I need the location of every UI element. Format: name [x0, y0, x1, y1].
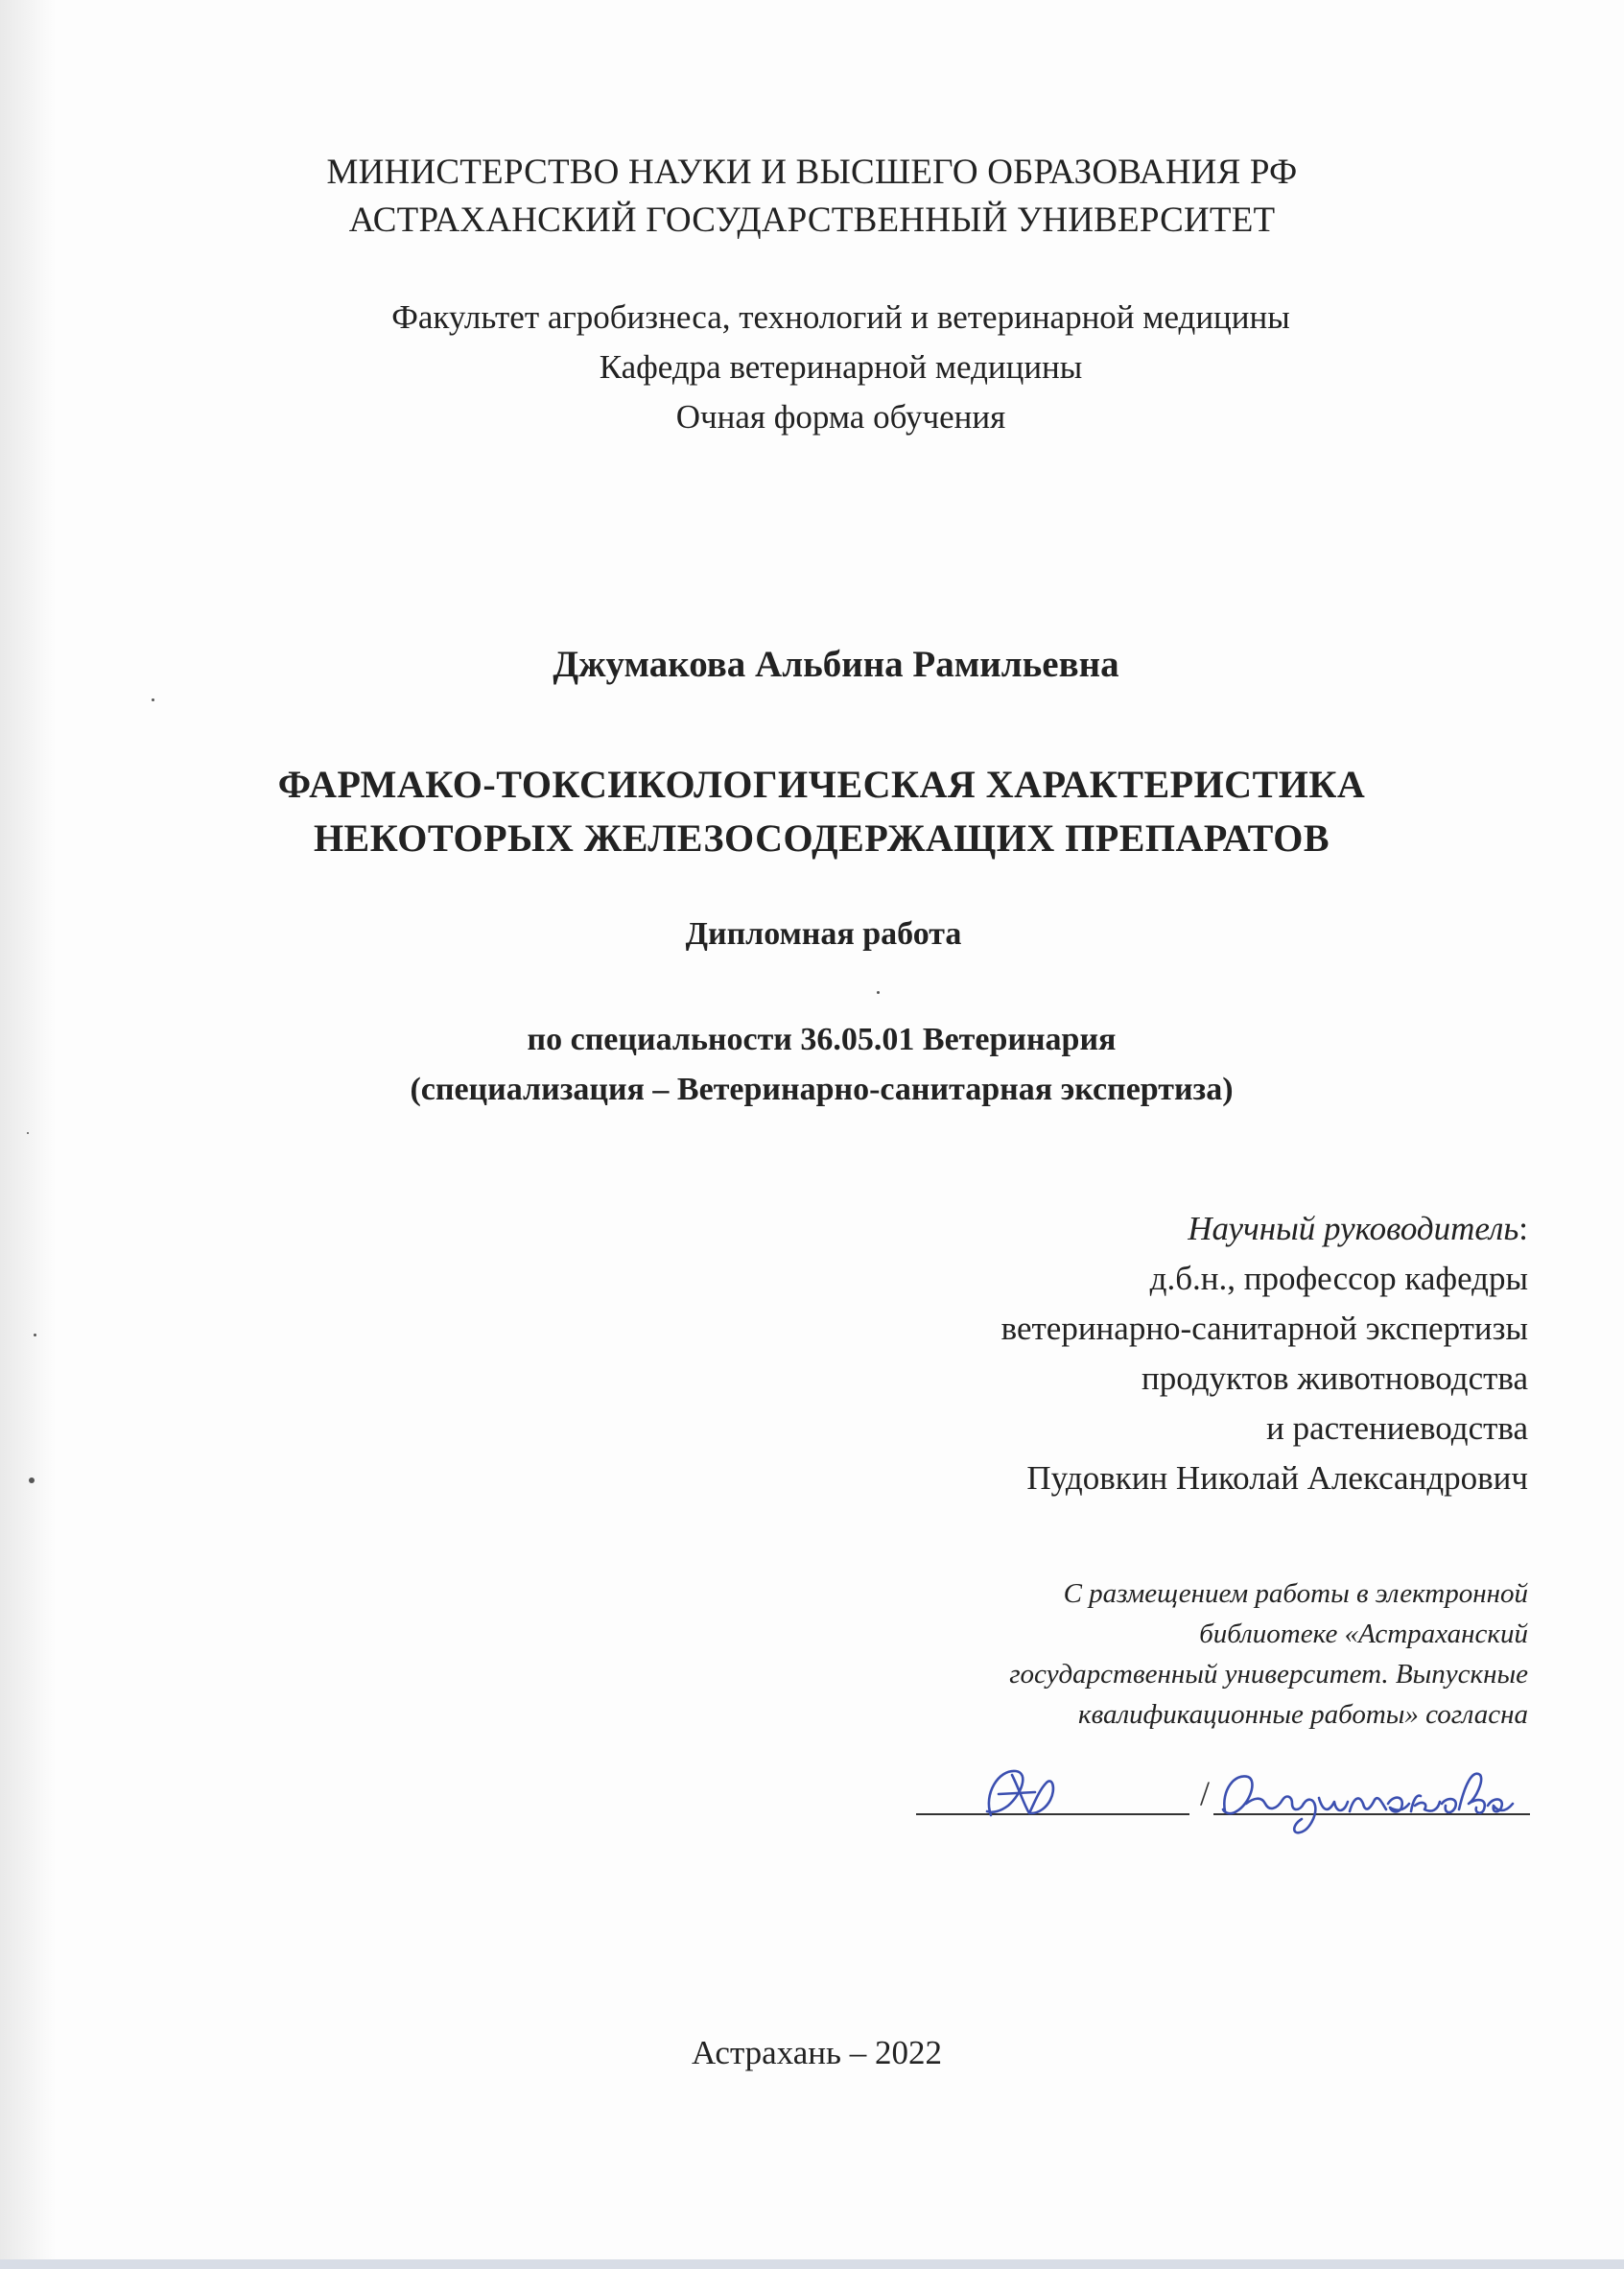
university-name: АСТРАХАНСКИЙ ГОСУДАРСТВЕННЫЙ УНИВЕРСИТЕТ — [348, 201, 1276, 240]
consent-line-2: библиотеке «Астраханский — [1199, 1619, 1528, 1649]
handwritten-signature — [916, 1756, 1530, 1842]
consent-line-3: государственный университет. Выпускные — [1009, 1659, 1528, 1690]
ministry-name: МИНИСТЕРСТВО НАУКИ И ВЫСШЕГО ОБРАЗОВАНИЯ РФ — [326, 153, 1298, 192]
signature-row — [916, 1756, 1530, 1832]
supervisor-heading — [1001, 1204, 1528, 1254]
city-year: Астрахань – 2022 — [692, 2034, 942, 2071]
scan-speck — [29, 1477, 35, 1483]
consent-line-4: квалификационные работы» согласна — [1078, 1699, 1528, 1730]
consent-line-1: С размещением работы в электронной — [1063, 1578, 1528, 1609]
signature-separator: / — [1200, 1774, 1211, 1812]
thesis-title — [10, 758, 1624, 865]
faculty-name: Факультет агробизнеса, технологий и ветеринарной медицины — [391, 298, 1290, 336]
thesis-title-line-2: НЕКОТОРЫХ ЖЕЛЕЗОСОДЕРЖАЩИХ ПРЕПАРАТОВ — [313, 816, 1330, 860]
supervisor-colon: : — [1518, 1210, 1528, 1247]
study-form: Очная форма обучения — [675, 398, 1006, 436]
supervisor-degree: д.б.н., профессор кафедры — [1149, 1260, 1528, 1297]
supervisor-label: Научный руководитель — [1188, 1210, 1519, 1247]
work-type: Дипломная работа — [685, 916, 962, 952]
department-name: Кафедра ветеринарной медицины — [599, 348, 1083, 386]
library-consent — [1009, 1573, 1528, 1735]
specialty-line-1: по специальности 36.05.01 Ветеринария — [527, 1022, 1117, 1057]
specialty-line-2: (специализация – Ветеринарно-санитарная экспертиза) — [410, 1072, 1234, 1107]
author-name: Джумакова Альбина Рамильевна — [553, 644, 1119, 685]
supervisor-department-1: ветеринарно-санитарной экспертизы — [1000, 1310, 1528, 1347]
scan-speck — [877, 991, 880, 994]
faculty-block — [29, 293, 1624, 442]
scan-speck — [152, 698, 154, 701]
scan-bottom-edge — [0, 2259, 1624, 2269]
supervisor-department-2: продуктов животноводства — [1142, 1359, 1528, 1397]
institution-header — [0, 149, 1624, 245]
supervisor-name: Пудовкин Николай Александрович — [1026, 1459, 1528, 1497]
scan-speck — [34, 1334, 36, 1336]
supervisor-block — [1001, 1204, 1528, 1503]
scan-speck — [27, 1132, 29, 1134]
specialty-block — [10, 1015, 1624, 1115]
thesis-title-line-1: ФАРМАКО-ТОКСИКОЛОГИЧЕСКАЯ ХАРАКТЕРИСТИКА — [277, 763, 1366, 806]
supervisor-department-3: и растениеводства — [1266, 1409, 1528, 1447]
